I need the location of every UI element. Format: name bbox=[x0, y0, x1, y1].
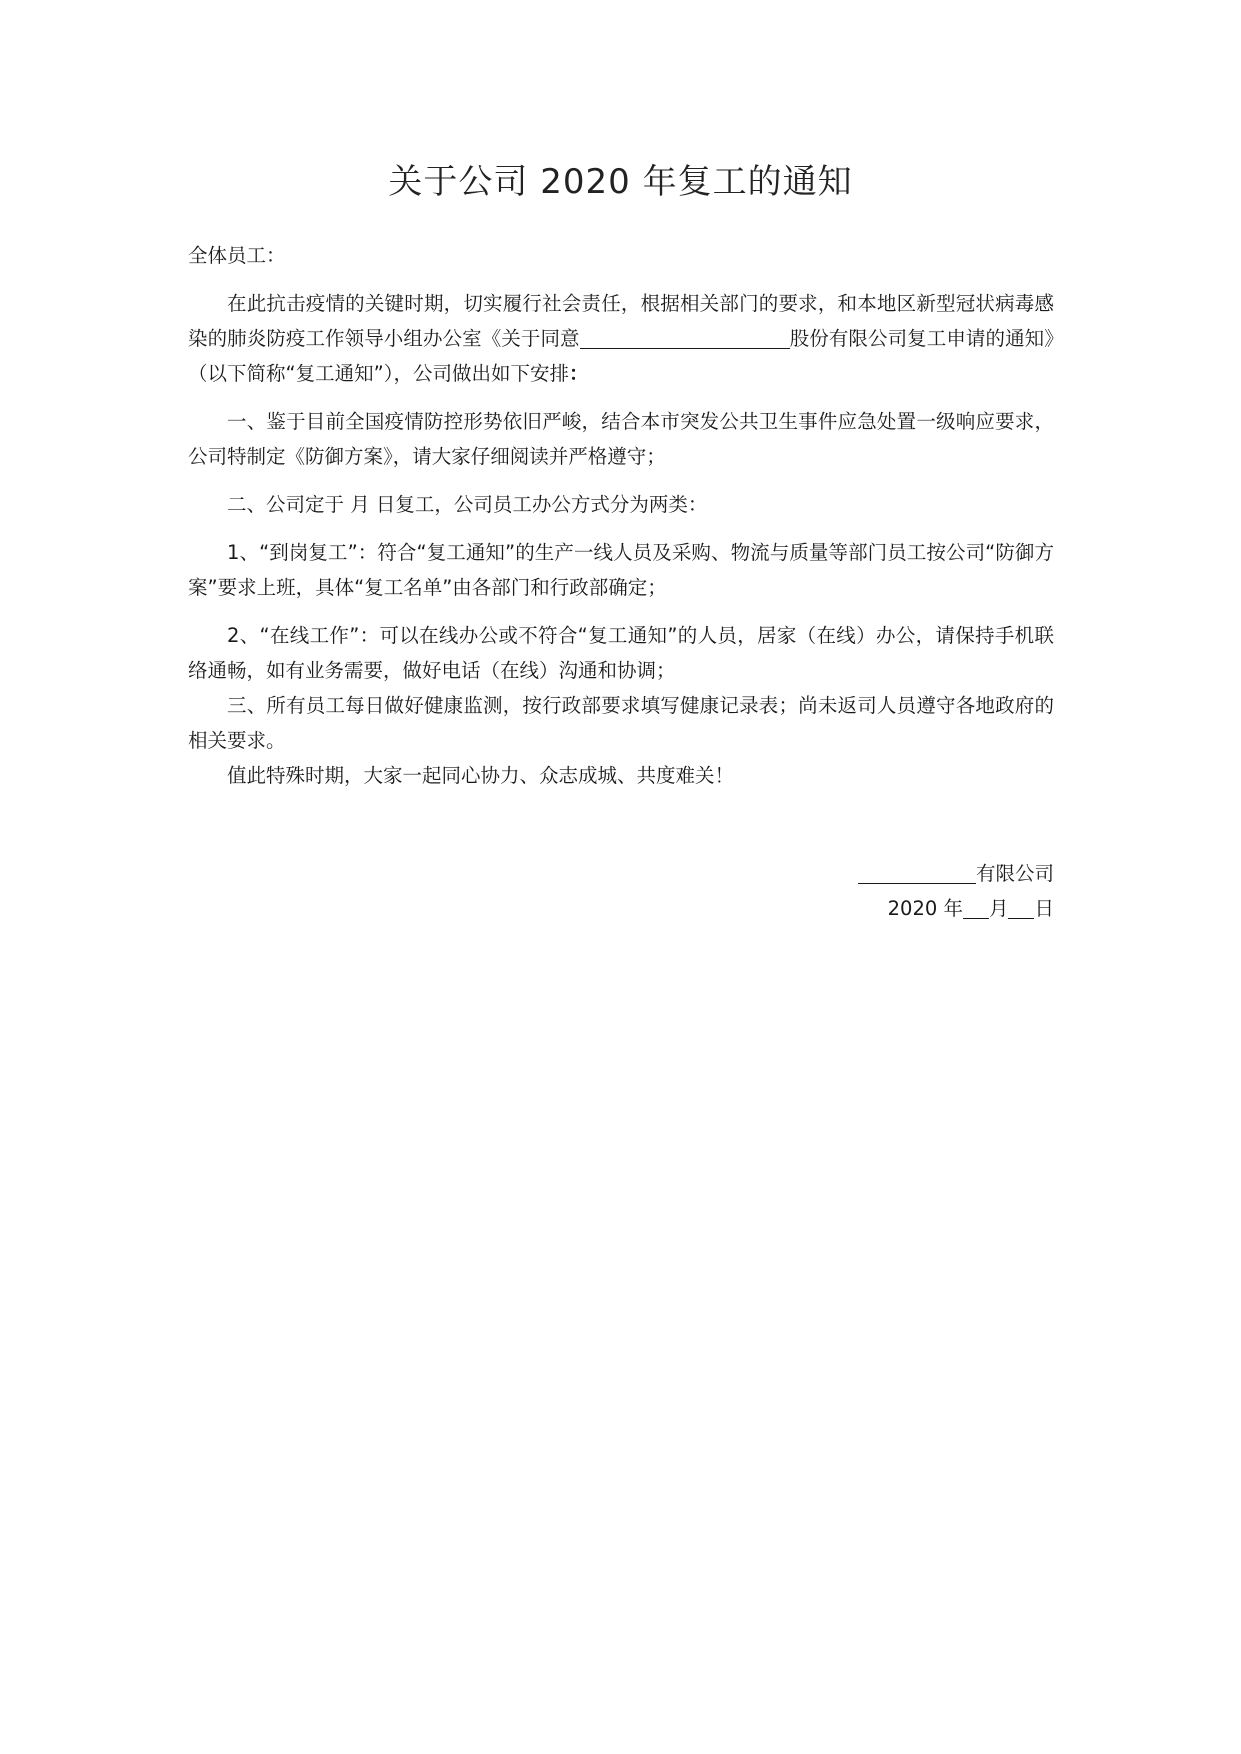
signature-year: 2020 年 bbox=[887, 897, 963, 920]
signature-month-blank bbox=[963, 894, 989, 919]
intro-colon: ： bbox=[568, 362, 589, 385]
intro-text-part1: 在此抗击疫情的关键时期，切实履行社会责任，根据相关部门的要求，和本地区新型冠状病毒感染的肺炎防疫工作领导小组办公室《关于同意 bbox=[188, 292, 1054, 350]
document-body bbox=[188, 238, 1054, 793]
signature-company-suffix: 有限公司 bbox=[975, 862, 1054, 885]
intro-paragraph bbox=[188, 286, 1054, 391]
signature-block bbox=[858, 856, 1054, 926]
item-three: 三、所有员工每日做好健康监测，按行政部要求填写健康记录表；尚未返司人员遵守各地政府的相关要求。 bbox=[188, 694, 1054, 752]
document-title: 关于公司 2020 年复工的通知 bbox=[388, 162, 853, 202]
salutation: 全体员工： bbox=[188, 244, 286, 267]
item-one: 一、鉴于目前全国疫情防控形势依旧严峻，结合本市突发公共卫生事件应急处置一级响应要求，公司特制定《防御方案》，请大家仔细阅读并严格遵守； bbox=[188, 410, 1054, 468]
closing-line: 值此特殊时期，大家一起同心协力、众志成城、共度难关！ bbox=[227, 764, 735, 787]
intro-text-part2: 股份有限公司复工申请的通知》（以下简称“复工通知”），公司做出如下安排 bbox=[188, 327, 1054, 385]
signature-date bbox=[858, 891, 1054, 926]
signature-month: 月 bbox=[988, 897, 1009, 920]
signature-company-blank bbox=[858, 859, 976, 884]
item-two: 二、公司定于 月 日复工，公司员工办公方式分为两类： bbox=[227, 493, 708, 516]
signature-day: 日 bbox=[1034, 897, 1054, 920]
sub-item-two: 2、“在线工作”：可以在线办公或不符合“复工通知”的人员，居家（在线）办公，请保持手机联络通畅，如有业务需要，做好电话（在线）沟通和协调； bbox=[188, 624, 1054, 682]
signature-day-blank bbox=[1008, 894, 1034, 919]
company-name-blank bbox=[580, 324, 790, 349]
signature-company bbox=[858, 856, 1054, 891]
sub-item-one: 1、“到岗复工”：符合“复工通知”的生产一线人员及采购、物流与质量等部门员工按公司“防御方案”要求上班，具体“复工名单”由各部门和行政部确定； bbox=[188, 541, 1054, 599]
